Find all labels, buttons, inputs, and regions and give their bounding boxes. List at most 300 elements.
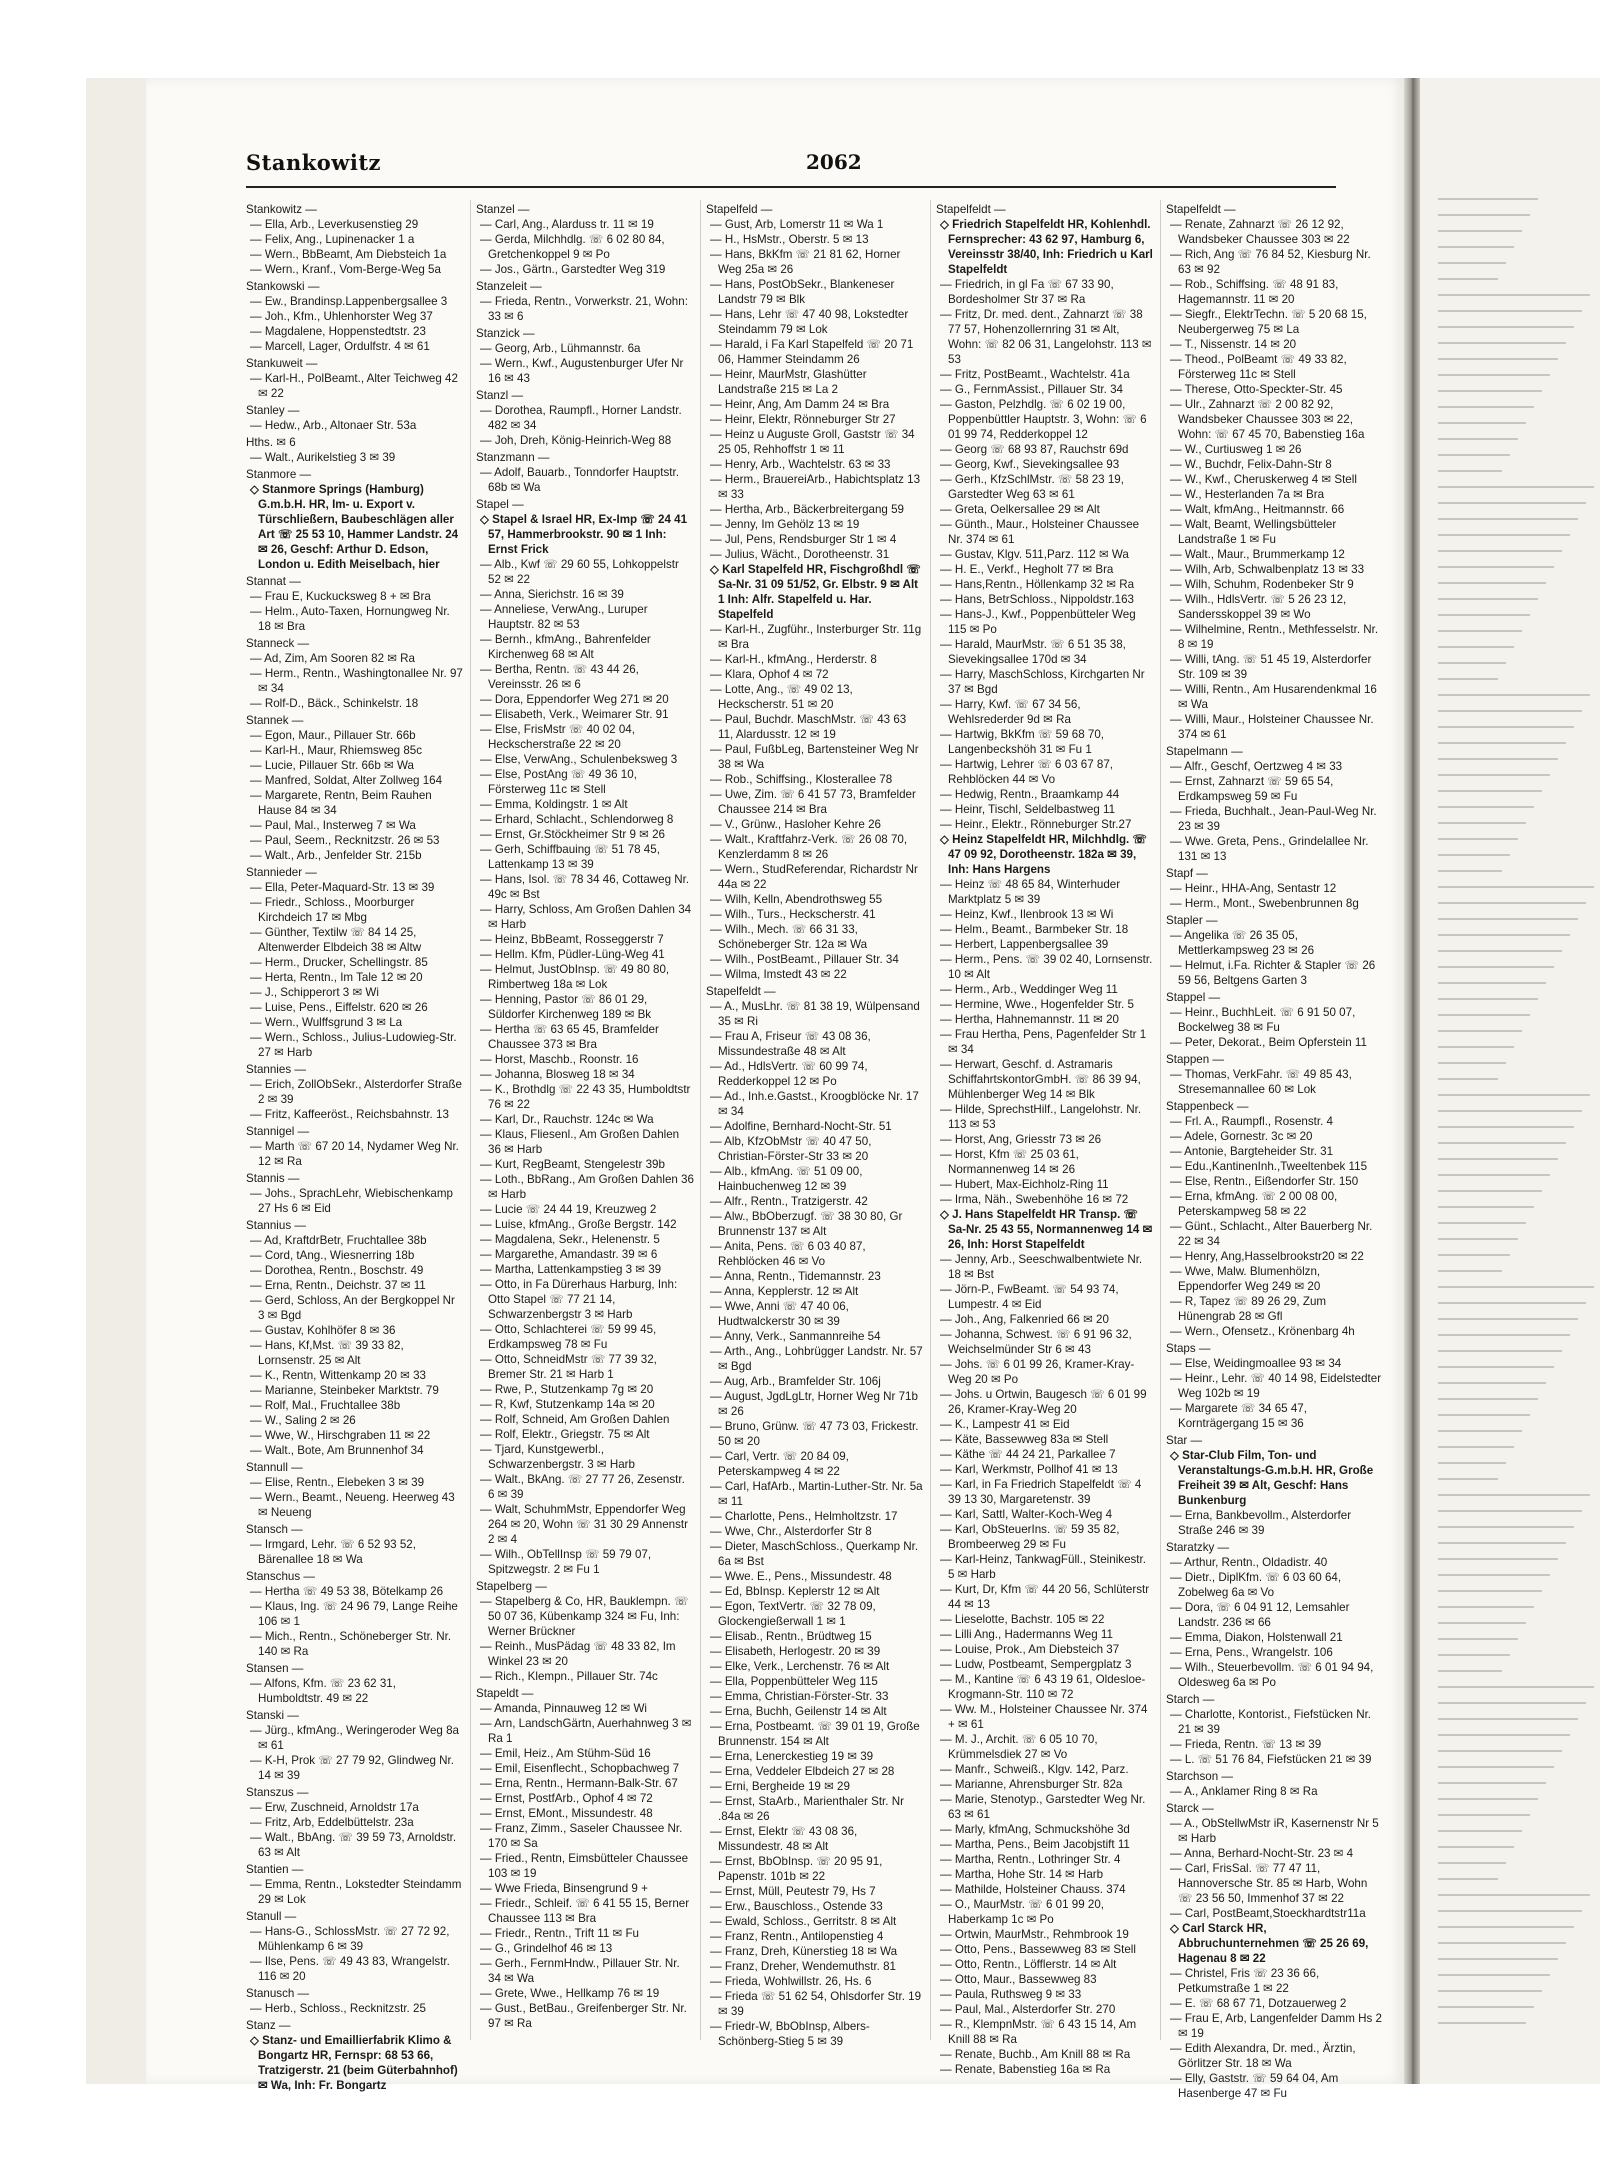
directory-entry: — Hertha, Hahnemannstr. 11 ✉ 20	[940, 1013, 1119, 1026]
directory-entry: — Kurt, Dr, Kfm ☏ 44 20 56, Schlüterstr 44 ✉ 13	[940, 1583, 1150, 1611]
directory-entry: — Gerh., FernmHndw., Pillauer Str. Nr. 34 ✉ Wa	[480, 1957, 680, 1985]
directory-entry: — Antonie, Bargteheider Str. 31	[1170, 1145, 1334, 1158]
directory-entry: — Stapelberg & Co, HR, Bauklempn. ☏ 50 07 36, Kübenkamp 324 ✉ Fu, Inh: Werner Brückner	[480, 1595, 689, 1638]
facing-page-text-line	[1438, 1974, 1550, 1976]
surname-heading: Stannius —	[246, 1219, 306, 1232]
directory-entry: — Otto, Maur., Bassewweg 83	[940, 1973, 1097, 1986]
directory-entry: — Egon, TextVertr. ☏ 32 78 09, Glockengießerwall 1 ✉ 1	[710, 1600, 876, 1628]
directory-entry: — Erna, Pens., Wrangelstr. 106	[1170, 1646, 1333, 1659]
facing-page-text-line	[1438, 406, 1534, 408]
running-head: Stankowitz	[246, 150, 381, 175]
directory-entry: — Harald, MaurMstr. ☏ 6 51 35 38, Sievekingsallee 170d ✉ 34	[940, 638, 1126, 666]
directory-entry: — Paul, Mal., Alsterdorfer Str. 270	[940, 2003, 1116, 2016]
facing-page-text-line	[1438, 614, 1530, 616]
directory-entry: — Cord, tAng., Wiesnerring 18b	[250, 1249, 415, 1262]
facing-page-text-line	[1438, 454, 1510, 456]
directory-entry: — Helm., Auto-Taxen, Hornungweg Nr. 18 ✉ Bra	[250, 605, 450, 633]
directory-entry: — Elisab., Rentn., Brüdtweg 15	[710, 1630, 872, 1643]
facing-page-text-line	[1438, 1110, 1582, 1112]
directory-entry: — O., MaurMstr. ☏ 6 01 99 20, Haberkamp 1c ✉ Po	[940, 1898, 1104, 1926]
directory-entry: — Else, FrisMstr ☏ 40 02 04, Heckscherstraße 22 ✉ 20	[480, 723, 635, 751]
directory-entry: — Gust., BetBau., Greifenberger Str. Nr. 97 ✉ Ra	[480, 2002, 687, 2030]
facing-page-edge	[1420, 78, 1600, 2084]
surname-heading: Stapler —	[1166, 914, 1218, 927]
directory-entry: — Else, Rentn., Eißendorfer Str. 150	[1170, 1175, 1359, 1188]
directory-entry: — Hans, PostObSekr., Blankeneser Landstr 79 ✉ Blk	[710, 278, 895, 306]
directory-entry: — Herm., Mont., Swebenbrunnen 8g	[1170, 897, 1359, 910]
directory-entry: — Uwe, Zim. ☏ 6 41 57 73, Bramfelder Chaussee 214 ✉ Bra	[710, 788, 916, 816]
facing-page-text-line	[1438, 310, 1582, 312]
directory-entry: — Julius, Wächt., Dorotheenstr. 31	[710, 548, 890, 561]
directory-entry: — Karl-Heinz, TankwagFüll., Steinikestr. 5 ✉ Harb	[940, 1553, 1146, 1581]
directory-entry: — K., Lampestr 41 ✉ Eid	[940, 1418, 1070, 1431]
directory-entry: — Frieda, Rentn. ☏ 13 ✉ 39	[1170, 1738, 1322, 1751]
facing-page-text-line	[1438, 1446, 1514, 1448]
directory-entry: — Franz, Rentn., Antilopenstieg 4	[710, 1930, 884, 1943]
directory-entry: — Walt., Maur., Brummerkamp 12	[1170, 548, 1345, 561]
facing-page-text-line	[1438, 1814, 1530, 1816]
facing-page-text-line	[1438, 694, 1590, 696]
directory-entry: — Carl, HafArb., Martin-Luther-Str. Nr. 5a ✉ 11	[710, 1480, 923, 1508]
directory-entry: — Anna, Kepplerstr. 12 ✉ Alt	[710, 1285, 859, 1298]
directory-entry: — A., MusLhr. ☏ 81 38 19, Wülpensand 35 ✉ Ri	[710, 1000, 920, 1028]
column-divider	[930, 200, 931, 2040]
business-entry: ◇ Star-Club Film, Ton- und Veranstaltungs-G.m.b.H. HR, Große Freiheit 39 ✉ Alt, Geschf: Hans Bunkenburg	[1170, 1449, 1374, 1507]
directory-entry: — Rolf, Mal., Fruchtallee 38b	[250, 1399, 401, 1412]
directory-entry: — R, Kwf, Stutzenkamp 14a ✉ 20	[480, 1398, 655, 1411]
facing-page-text-line	[1438, 1398, 1538, 1400]
facing-page-text-line	[1438, 326, 1574, 328]
directory-entry: — Johs. ☏ 6 01 99 26, Kramer-Kray-Weg 20 ✉ Po	[940, 1358, 1135, 1386]
directory-entry: — Gerh, Schiffbauing ☏ 51 78 45, Lattenkamp 13 ✉ 39	[480, 843, 660, 871]
surname-heading: Stanzick —	[476, 327, 535, 340]
directory-entry: — Heinr., Lehr. ☏ 40 14 98, Eidelstedter Weg 102b ✉ 19	[1170, 1372, 1382, 1400]
surname-heading: Stankowski —	[246, 280, 320, 293]
facing-page-text-line	[1438, 1542, 1566, 1544]
directory-entry: — Heinr, MaurMstr, Glashütter Landstraße 215 ✉ La 2	[710, 368, 867, 396]
directory-entry: — R, Tapez ☏ 89 26 29, Zum Hünengrab 28 ✉ Gfl	[1170, 1295, 1327, 1323]
surname-heading: Stansch —	[246, 1523, 303, 1536]
facing-page-text-line	[1438, 1846, 1514, 1848]
directory-entry: — Wwe Frieda, Binsengrund 9 +	[480, 1882, 648, 1895]
directory-entry: — Anita, Pens. ☏ 6 03 40 87, Rehblöcken 46 ✉ Vo	[710, 1240, 866, 1268]
directory-entry: — Frieda, Rentn., Vorwerkstr. 21, Wohn: 33 ✉ 6	[480, 295, 688, 323]
directory-entry: — Gaston, Pelzhdlg. ☏ 6 02 19 00, Poppenbüttler Hauptstr. 3, Wohn: ☏ 6 01 99 74, Redderkoppel 12	[940, 398, 1147, 441]
directory-entry: — Joh., Kfm., Uhlenhorster Weg 37	[250, 310, 433, 323]
surname-heading: Stannek —	[246, 714, 304, 727]
facing-page-text-line	[1438, 1958, 1558, 1960]
directory-entry: — Frieda, Buchhalt., Jean-Paul-Weg Nr. 23 ✉ 39	[1170, 805, 1377, 833]
directory-entry: — Hans, Isol. ☏ 78 34 46, Cottaweg Nr. 49c ✉ Bst	[480, 873, 690, 901]
directory-entry: — Fritz, Kaffeeröst., Reichsbahnstr. 13	[250, 1108, 449, 1121]
directory-entry: — Otto, Pens., Bassewweg 83 ✉ Stell	[940, 1943, 1136, 1956]
book-gutter	[1404, 78, 1420, 2084]
directory-entry: — Wilh., Turs., Heckscherstr. 41	[710, 908, 876, 921]
directory-entry: — Alw., BbOberzugf. ☏ 38 30 80, Gr Brunnenstr 137 ✉ Alt	[710, 1210, 903, 1238]
directory-entry: — Fritz, PostBeamt., Wachtelstr. 41a	[940, 368, 1130, 381]
directory-entry: — Wwe, Chr., Alsterdorfer Str 8	[710, 1525, 872, 1538]
directory-entry: — Grete, Wwe., Hellkamp 76 ✉ 19	[480, 1987, 660, 2000]
surname-heading: Stanzmann —	[476, 451, 550, 464]
facing-page-text-line	[1438, 1094, 1590, 1096]
surname-heading: Stappen —	[1166, 1053, 1225, 1066]
directory-entry: — Marianne, Steinbeker Marktstr. 79	[250, 1384, 439, 1397]
directory-entry: — Klara, Ophof 4 ✉ 72	[710, 668, 829, 681]
facing-page-text-line	[1438, 1750, 1562, 1752]
facing-page-text-line	[1438, 1910, 1582, 1912]
directory-entry: — Heinz u Auguste Groll, Gaststr ☏ 34 25 05, Rehhoffstr 1 ✉ 11	[710, 428, 915, 456]
directory-entry: — Wwe. Greta, Pens., Grindelallee Nr. 131 ✉ 13	[1170, 835, 1369, 863]
directory-entry: — August, JgdLgLtr, Horner Weg Nr 71b ✉ 26	[710, 1390, 918, 1418]
directory-entry: — H., HsMstr., Oberstr. 5 ✉ 13	[710, 233, 869, 246]
directory-entry: — Jul, Pens, Rendsburger Str 1 ✉ 4	[710, 533, 897, 546]
directory-entry: — Erhard, Schlacht., Schlendorweg 8	[480, 813, 674, 826]
facing-page-text-line	[1438, 822, 1526, 824]
facing-page-text-line	[1438, 774, 1550, 776]
surname-heading: Starch —	[1166, 1693, 1215, 1706]
directory-entry: — A., ObStellwMstr iR, Kasernenstr Nr 5 ✉ Harb	[1170, 1817, 1379, 1845]
facing-page-text-line	[1438, 502, 1586, 504]
directory-entry: — Jörn-P., FwBeamt. ☏ 54 93 74, Lumpestr. 4 ✉ Eid	[940, 1283, 1119, 1311]
surname-heading: Stapelmann —	[1166, 745, 1243, 758]
facing-page-text-line	[1438, 2022, 1526, 2024]
directory-entry: — Dieter, MaschSchloss., Querkamp Nr. 6a ✉ Bst	[710, 1540, 919, 1568]
directory-entry: — Helmut, i.Fa. Richter & Stapler ☏ 26 59 56, Beltgens Garten 3	[1170, 959, 1376, 987]
directory-entry: — Wwe, W., Hirschgraben 11 ✉ 22	[250, 1429, 431, 1442]
directory-entry: — J., Schipperort 3 ✉ Wi	[250, 986, 379, 999]
scan-background	[86, 78, 1600, 2100]
directory-entry: — Fritz, Dr. med. dent., Zahnarzt ☏ 38 77 57, Hohenzollernring 31 ✉ Alt, Wohn: ☏ 82 06 31, Langelohstr. 113 ✉ 53	[940, 308, 1152, 366]
surname-heading: Stanzeleit —	[476, 280, 542, 293]
directory-entry: — M. J., Archit. ☏ 6 05 10 70, Krümmelsdiek 27 ✉ Vo	[940, 1733, 1098, 1761]
facing-page-text-line	[1438, 630, 1522, 632]
directory-entry: — W., Saling 2 ✉ 26	[250, 1414, 356, 1427]
directory-entry: — Heinr, Ang, Am Damm 24 ✉ Bra	[710, 398, 890, 411]
directory-entry: — Wern., BbBeamt, Am Diebsteich 1a	[250, 248, 447, 261]
directory-entry: — Emma, Christian-Förster-Str. 33	[710, 1690, 889, 1703]
directory-entry: — Heinr., HHA-Ang, Sentastr 12	[1170, 882, 1337, 895]
directory-entry: — Günth., Maur., Holsteiner Chaussee Nr. 374 ✉ 61	[940, 518, 1140, 546]
facing-page-text-line	[1438, 678, 1498, 680]
directory-entry: — Walt., Kraftfahrz-Verk. ☏ 26 08 70, Kenzlerdamm 8 ✉ 26	[710, 833, 908, 861]
directory-entry: — Herta, Rentn., Im Tale 12 ✉ 20	[250, 971, 423, 984]
directory-entry: — Rob., Schiffsing. ☏ 48 91 83, Hagemannstr. 11 ✉ 20	[1170, 278, 1339, 306]
directory-entry: — Marly, kfmAng, Schmuckshöhe 3d	[940, 1823, 1130, 1836]
directory-entry: — Ernst, Elektr ☏ 43 08 36, Missundestr. 48 ✉ Alt	[710, 1825, 858, 1853]
directory-entry: — Hans, Lehr ☏ 47 40 98, Lokstedter Steindamm 79 ✉ Lok	[710, 308, 909, 336]
surname-heading: Star —	[1166, 1434, 1203, 1447]
directory-entry: — Hans-G., SchlossMstr. ☏ 27 72 92, Mühlenkamp 6 ✉ 39	[250, 1925, 450, 1953]
directory-entry: — Franz, Dreh, Künerstieg 18 ✉ Wa	[710, 1945, 898, 1958]
facing-page-text-line	[1438, 1254, 1510, 1256]
directory-entry: — Hertha ☏ 63 65 45, Bramfelder Chaussee 373 ✉ Bra	[480, 1023, 659, 1051]
directory-entry: — Käte, Bassewweg 83a ✉ Stell	[940, 1433, 1109, 1446]
facing-page-text-line	[1438, 1462, 1506, 1464]
directory-entry: — Georg, Arb., Lühmannstr. 6a	[480, 342, 641, 355]
directory-entry: — Klaus, Fliesenl., Am Großen Dahlen 36 ✉ Harb	[480, 1128, 680, 1156]
directory-entry: — A., Anklamer Ring 8 ✉ Ra	[1170, 1785, 1318, 1798]
facing-page-text-line	[1438, 1478, 1498, 1480]
directory-entry: — Siegfr., ElektrTechn. ☏ 5 20 68 15, Neubergerweg 75 ✉ La	[1170, 308, 1367, 336]
directory-entry: — Mich., Rentn., Schöneberger Str. Nr. 140 ✉ Ra	[250, 1630, 452, 1658]
directory-entry: — Lilli Ang., Hadermanns Weg 11	[940, 1628, 1113, 1641]
page-number: 2062	[806, 150, 862, 174]
directory-entry: — Frau A, Friseur ☏ 43 08 36, Missundestraße 48 ✉ Alt	[710, 1030, 871, 1058]
directory-entry: — Gustav, Klgv. 511,Parz. 112 ✉ Wa	[940, 548, 1129, 561]
directory-entry: — Charlotte, Kontorist., Fiefstücken Nr. 21 ✉ 39	[1170, 1708, 1372, 1736]
surname-heading: Stapelfeldt —	[1166, 203, 1236, 216]
directory-entry: — Klaus, Ing. ☏ 24 96 79, Lange Reihe 106 ✉ 1	[250, 1600, 458, 1628]
directory-entry: — Emma, Koldingstr. 1 ✉ Alt	[480, 798, 628, 811]
facing-page-text-line	[1438, 1382, 1546, 1384]
facing-page-text-line	[1438, 1590, 1542, 1592]
directory-entry: — Dietr., DiplKfm. ☏ 6 03 60 64, Zobelweg 6a ✉ Vo	[1170, 1571, 1342, 1599]
surname-heading: Staratzky —	[1166, 1541, 1230, 1554]
directory-entry: — Ernst, BbObInsp. ☏ 20 95 91, Papenstr. 101b ✉ 22	[710, 1855, 883, 1883]
directory-entry: — Karl, ObSteuerIns. ☏ 59 35 82, Brombeerweg 29 ✉ Fu	[940, 1523, 1120, 1551]
directory-entry: — Irma, Näh., Swebenhöhe 16 ✉ 72	[940, 1193, 1129, 1206]
facing-page-text-line	[1438, 726, 1574, 728]
directory-entry: — Rolf-D., Bäck., Schinkelstr. 18	[250, 697, 419, 710]
surname-heading: Stantien —	[246, 1863, 304, 1876]
surname-heading: Stanneck —	[246, 637, 310, 650]
directory-entry: — Jos., Gärtn., Garstedter Weg 319	[480, 263, 666, 276]
directory-entry: — Wilh, Schuhm, Rodenbeker Str 9	[1170, 578, 1354, 591]
business-entry: ◇ J. Hans Stapelfeldt HR Transp. ☏ Sa-Nr. 25 43 55, Normannenweg 14 ✉ 26, Inh: Horst Stapelfeldt	[940, 1208, 1153, 1251]
directory-entry: — Wern., Beamt., Neueng. Heerweg 43 ✉ Neueng	[250, 1491, 455, 1519]
directory-entry: — Else, Weidingmoallee 93 ✉ 34	[1170, 1357, 1342, 1370]
directory-entry: — Marie, Stenotyp., Garstedter Weg Nr. 63 ✉ 61	[940, 1793, 1146, 1821]
surname-heading: Stapel —	[476, 498, 524, 511]
directory-entry: — Wilh., HdlsVertr. ☏ 5 26 23 12, Sandersskoppel 39 ✉ Wo	[1170, 593, 1347, 621]
directory-entry: — G., Grindelhof 46 ✉ 13	[480, 1942, 613, 1955]
directory-entry: — Hans-J., Kwf., Poppenbütteler Weg 115 ✉ Po	[940, 608, 1136, 636]
facing-page-text-line	[1438, 1014, 1530, 1016]
directory-entry: — Anna, Berhard-Nocht-Str. 23 ✉ 4	[1170, 1847, 1354, 1860]
facing-page-text-line	[1438, 1494, 1590, 1496]
directory-entry: — Wilhelmine, Rentn., Methfesselstr. Nr. 8 ✉ 19	[1170, 623, 1379, 651]
directory-entry: — Paul, Buchdr. MaschMstr. ☏ 43 63 11, Alardusstr. 12 ✉ 19	[710, 713, 907, 741]
directory-entry: — Charlotte, Pens., Helmholtzstr. 17	[710, 1510, 898, 1523]
directory-entry: — Harry, MaschSchloss, Kirchgarten Nr 37 ✉ Bgd	[940, 668, 1145, 696]
facing-page-text-line	[1438, 1142, 1566, 1144]
directory-entry: — Hans, BkKfm ☏ 21 81 62, Horner Weg 25a ✉ 26	[710, 248, 901, 276]
facing-page-text-line	[1438, 1174, 1550, 1176]
facing-page-text-line	[1438, 1622, 1526, 1624]
directory-entry: — Luise, Pens., Eiffelstr. 620 ✉ 26	[250, 1001, 428, 1014]
directory-entry: — Wilh., Mech. ☏ 66 31 33, Schöneberger Str. 12a ✉ Wa	[710, 923, 868, 951]
facing-page-text-line	[1438, 1062, 1506, 1064]
directory-entry: — Margarete ☏ 34 65 47, Kornträgergang 15 ✉ 36	[1170, 1402, 1307, 1430]
facing-page-text-line	[1438, 358, 1558, 360]
directory-entry: — Ad, KraftdrBetr, Fruchtallee 38b	[250, 1234, 427, 1247]
directory-entry: — Bernh., kfmAng., Bahrenfelder Kirchenweg 68 ✉ Alt	[480, 633, 651, 661]
directory-entry: — Hertha ☏ 49 53 38, Bötelkamp 26	[250, 1585, 444, 1598]
directory-entry: — Herm., Drucker, Schellingstr. 85	[250, 956, 428, 969]
directory-entry: — Heinr, Tischl, Seldelbastweg 11	[940, 803, 1116, 816]
directory-entry: — Rolf, Schneid, Am Großen Dahlen	[480, 1413, 670, 1426]
facing-page-text-line	[1438, 566, 1554, 568]
directory-entry: — Harald, i Fa Karl Stapelfeld ☏ 20 71 06, Hammer Steindamm 26	[710, 338, 914, 366]
directory-entry: — Irmgard, Lehr. ☏ 6 52 93 52, Bärenallee 18 ✉ Wa	[250, 1538, 416, 1566]
facing-page-text-line	[1438, 1926, 1574, 1928]
directory-entry: — Walt., Arb., Jenfelder Str. 215b	[250, 849, 422, 862]
column-4	[936, 200, 1154, 2076]
facing-page-text-line	[1438, 1030, 1522, 1032]
surname-heading: Stanski —	[246, 1709, 299, 1722]
directory-entry: — Emil, Eisenflecht., Schopbachweg 7	[480, 1762, 680, 1775]
facing-page-text-line	[1438, 598, 1538, 600]
facing-page-text-line	[1438, 710, 1582, 712]
surname-heading: Stappel —	[1166, 991, 1221, 1004]
facing-page-text-line	[1438, 790, 1542, 792]
directory-entry: — Alb., Kwf ☏ 29 60 55, Lohkoppelstr 52 ✉ 22	[480, 558, 679, 586]
surname-heading: Stapelfeldt —	[706, 985, 776, 998]
directory-entry: — Carl, Vertr. ☏ 20 84 09, Peterskampweg 4 ✉ 22	[710, 1450, 849, 1478]
surname-heading: Starck —	[1166, 1802, 1214, 1815]
facing-page-text-line	[1438, 838, 1518, 840]
directory-entry: — Erni, Bergheide 19 ✉ 29	[710, 1780, 850, 1793]
directory-entry: — Renate, Zahnarzt ☏ 26 12 92, Wandsbeker Chaussee 303 ✉ 22	[1170, 218, 1350, 246]
directory-entry: — Renate, Babenstieg 16a ✉ Ra	[940, 2063, 1111, 2076]
directory-entry: — Hartwig, Lehrer ☏ 6 03 67 87, Rehblöcken 44 ✉ Vo	[940, 758, 1114, 786]
directory-entry: — Hartwig, BkKfm ☏ 59 68 70, Langenbeckshöh 31 ✉ Fu 1	[940, 728, 1104, 756]
facing-page-text-line	[1438, 1206, 1534, 1208]
directory-entry: — Günther, Textilw ☏ 84 14 25, Altenwerder Elbdeich 38 ✉ Altw	[250, 926, 422, 954]
directory-entry: — Ilse, Pens. ☏ 49 43 83, Wrangelstr. 116 ✉ 20	[250, 1955, 450, 1983]
facing-page-text-line	[1438, 390, 1542, 392]
directory-entry: — Alfons, Kfm. ☏ 23 62 31, Humboldtstr. 49 ✉ 22	[250, 1677, 396, 1705]
column-3	[706, 200, 924, 2048]
business-entry: ◇ Karl Stapelfeld HR, Fischgroßhdl ☏ Sa-Nr. 31 09 51/52, Gr. Elbstr. 9 ✉ Alt 1 Inh: Alfr. Stapelfeld u. Har. Stapelfeld	[710, 563, 921, 621]
directory-entry: — Heinz ☏ 48 65 84, Winterhuder Marktplatz 5 ✉ 39	[940, 878, 1121, 906]
directory-entry: — Theod., PolBeamt ☏ 49 33 82, Försterweg 11c ✉ Stell	[1170, 353, 1347, 381]
directory-entry: — Wern., Ofensetz., Krönenbarg 4h	[1170, 1325, 1355, 1338]
facing-page-text-line	[1438, 246, 1514, 248]
directory-entry: — Walt., Bote, Am Brunnenhof 34	[250, 1444, 424, 1457]
facing-page-text-line	[1438, 1942, 1566, 1944]
facing-page-text-line	[1438, 1318, 1578, 1320]
facing-page-text-line	[1438, 470, 1502, 472]
directory-entry: — Marth ☏ 67 20 14, Nydamer Weg Nr. 12 ✉ Ra	[250, 1140, 459, 1168]
directory-entry: — Arth., Ang., Lohbrügger Landstr. Nr. 57 ✉ Bgd	[710, 1345, 923, 1373]
directory-entry: — W., Curtiusweg 1 ✉ 26	[1170, 443, 1302, 456]
directory-entry: — W., Hesterlanden 7a ✉ Bra	[1170, 488, 1325, 501]
facing-page-text-line	[1438, 662, 1506, 664]
directory-entry: — Johanna, Blosweg 18 ✉ 34	[480, 1068, 635, 1081]
facing-page-text-line	[1438, 966, 1554, 968]
surname-heading: Stanley —	[246, 404, 300, 417]
directory-entry: — Heinz, Kwf., Ilenbrook 13 ✉ Wi	[940, 908, 1114, 921]
directory-entry: — Manfr., Schweiß., Klgv. 142, Parz.	[940, 1763, 1129, 1776]
facing-page-text-line	[1438, 1510, 1582, 1512]
facing-page-text-line	[1438, 1238, 1518, 1240]
directory-entry: — Ww. M., Holsteiner Chaussee Nr. 374 + ✉ 61	[940, 1703, 1148, 1731]
surname-heading: Stannieder —	[246, 866, 317, 879]
directory-entry: — Elke, Verk., Lerchenstr. 76 ✉ Alt	[710, 1660, 890, 1673]
directory-entry: — Reinh., MusPädag ☏ 48 33 82, Im Winkel 23 ✉ 20	[480, 1640, 676, 1668]
directory-entry: — Hellm. Kfm, Püdler-Lüng-Weg 41	[480, 948, 665, 961]
directory-entry: — Otto, SchneidMstr ☏ 77 39 32, Bremer Str. 21 ✉ Harb 1	[480, 1353, 657, 1381]
directory-entry: — Karl, in Fa Friedrich Stapelfeldt ☏ 4 39 13 30, Margaretenstr. 39	[940, 1478, 1142, 1506]
surname-heading: Stappenbeck —	[1166, 1100, 1249, 1113]
directory-entry: — Ella, Arb., Leverkusenstieg 29	[250, 218, 419, 231]
directory-page	[146, 78, 1404, 2100]
facing-page-text-line	[1438, 582, 1546, 584]
directory-entry: — Ernst, EMont., Missundestr. 48	[480, 1807, 653, 1820]
facing-page-text-line	[1438, 1734, 1570, 1736]
column-5	[1166, 200, 1384, 2100]
directory-entry: — Wilh, Kelln, Abendrothsweg 55	[710, 893, 883, 906]
directory-entry: — Edu.,KantinenInh.,Tweeltenbek 115	[1170, 1160, 1368, 1173]
directory-entry: — Ludw, Postbeamt, Sempergplatz 3	[940, 1658, 1132, 1671]
directory-entry: — Helmut, JustObInsp. ☏ 49 80 80, Rimbertweg 18a ✉ Lok	[480, 963, 670, 991]
directory-entry: — Lucie ☏ 24 44 19, Kreuzweg 2	[480, 1203, 657, 1216]
surname-heading: Stannull —	[246, 1461, 303, 1474]
directory-entry: — Ella, Poppenbütteler Weg 115	[710, 1675, 878, 1688]
directory-entry: — Alb., kfmAng. ☏ 51 09 00, Hainbuchenweg 12 ✉ 39	[710, 1165, 863, 1193]
directory-entry: — Marcell, Lager, Ordulfstr. 4 ✉ 61	[250, 340, 430, 353]
directory-entry: — Walt., BkAng. ☏ 27 77 26, Zesenstr. 6 ✉ 39	[480, 1473, 685, 1501]
directory-entry: — Erna, Buchh, Geilenstr 14 ✉ Alt	[710, 1705, 887, 1718]
surname-heading: Stapelfeldt —	[936, 203, 1006, 216]
facing-page-text-line	[1438, 1334, 1570, 1336]
directory-entry: — Herm., Arb., Weddinger Weg 11	[940, 983, 1118, 996]
directory-entry: — W., Buchdr, Felix-Dahn-Str 8	[1170, 458, 1332, 471]
directory-entry: — Willi, Rentn., Am Husarendenkmal 16 ✉ Wa	[1170, 683, 1377, 711]
facing-page-text-line	[1438, 934, 1570, 936]
directory-entry: — Walt., Aurikelstieg 3 ✉ 39	[250, 451, 396, 464]
directory-entry: — Margarete, Rentn, Beim Rauhen Hause 84 ✉ 34	[250, 789, 432, 817]
directory-entry: — Walt, kfmAng., Heitmannstr. 66	[1170, 503, 1345, 516]
directory-entry: — Herm., Rentn., Washingtonallee Nr. 97 ✉ 34	[250, 667, 463, 695]
facing-page-text-line	[1438, 278, 1498, 280]
facing-page-text-line	[1438, 1270, 1502, 1272]
directory-entry: — Gustav, Kohlhöfer 8 ✉ 36	[250, 1324, 396, 1337]
directory-entry: — R., KlempnMstr. ☏ 6 43 15 14, Am Knill 88 ✉ Ra	[940, 2018, 1137, 2046]
facing-page-text-line	[1438, 886, 1594, 888]
directory-entry: — Hubert, Max-Eichholz-Ring 11	[940, 1178, 1109, 1191]
page-header	[246, 146, 1336, 188]
facing-page-text-line	[1438, 1286, 1594, 1288]
facing-page-text-line	[1438, 1558, 1558, 1560]
surname-heading: Stanzl —	[476, 389, 524, 402]
surname-heading: Stapf —	[1166, 867, 1208, 880]
directory-entry: — Karl, Werkmstr, Pollhof 41 ✉ 13	[940, 1463, 1118, 1476]
directory-entry: — Paul, Seem., Recknitzstr. 26 ✉ 53	[250, 834, 440, 847]
directory-entry: — Ernst, Gr.Stöckheimer Str 9 ✉ 26	[480, 828, 665, 841]
facing-page-text-line	[1438, 342, 1566, 344]
directory-entry: — Wern., Schloss., Julius-Ludowieg-Str. 27 ✉ Harb	[250, 1031, 457, 1059]
directory-entry: — Greta, Oelkersallee 29 ✉ Alt	[940, 503, 1100, 516]
directory-entry: — Paul, Mal., Insterweg 7 ✉ Wa	[250, 819, 416, 832]
facing-page-text-line	[1438, 1222, 1526, 1224]
directory-entry: — Erw, Zuschneid, Arnoldstr 17a	[250, 1801, 419, 1814]
directory-entry: — Georg ☏ 68 93 87, Rauchstr 69d	[940, 443, 1129, 456]
surname-heading: Stapeldt —	[476, 1687, 534, 1700]
directory-entry: — K., Rentn, Wittenkamp 20 ✉ 33	[250, 1369, 426, 1382]
facing-page-text-line	[1438, 1686, 1594, 1688]
directory-entry: — Lieselotte, Bachstr. 105 ✉ 22	[940, 1613, 1105, 1626]
directory-entry: — Louise, Prok., Am Diebsteich 37	[940, 1643, 1120, 1656]
directory-entry: — K-H, Prok ☏ 27 79 92, Glindweg Nr. 14 ✉ 39	[250, 1754, 454, 1782]
directory-entry: — Wern., Wulffsgrund 3 ✉ La	[250, 1016, 403, 1029]
directory-entry: — Karl-H., kfmAng., Herderstr. 8	[710, 653, 877, 666]
directory-entry: — Adolfine, Bernhard-Nocht-Str. 51	[710, 1120, 892, 1133]
directory-entry: — Herbert, Lappenbergsallee 39	[940, 938, 1109, 951]
directory-entry: — Hans, BetrSchloss., Nippoldstr.163	[940, 593, 1134, 606]
directory-entry: — Otto, in Fa Dürerhaus Harburg, Inh: Otto Stapel ☏ 77 21 14, Schwarzenbergstr 3 ✉ Harb	[480, 1278, 678, 1321]
